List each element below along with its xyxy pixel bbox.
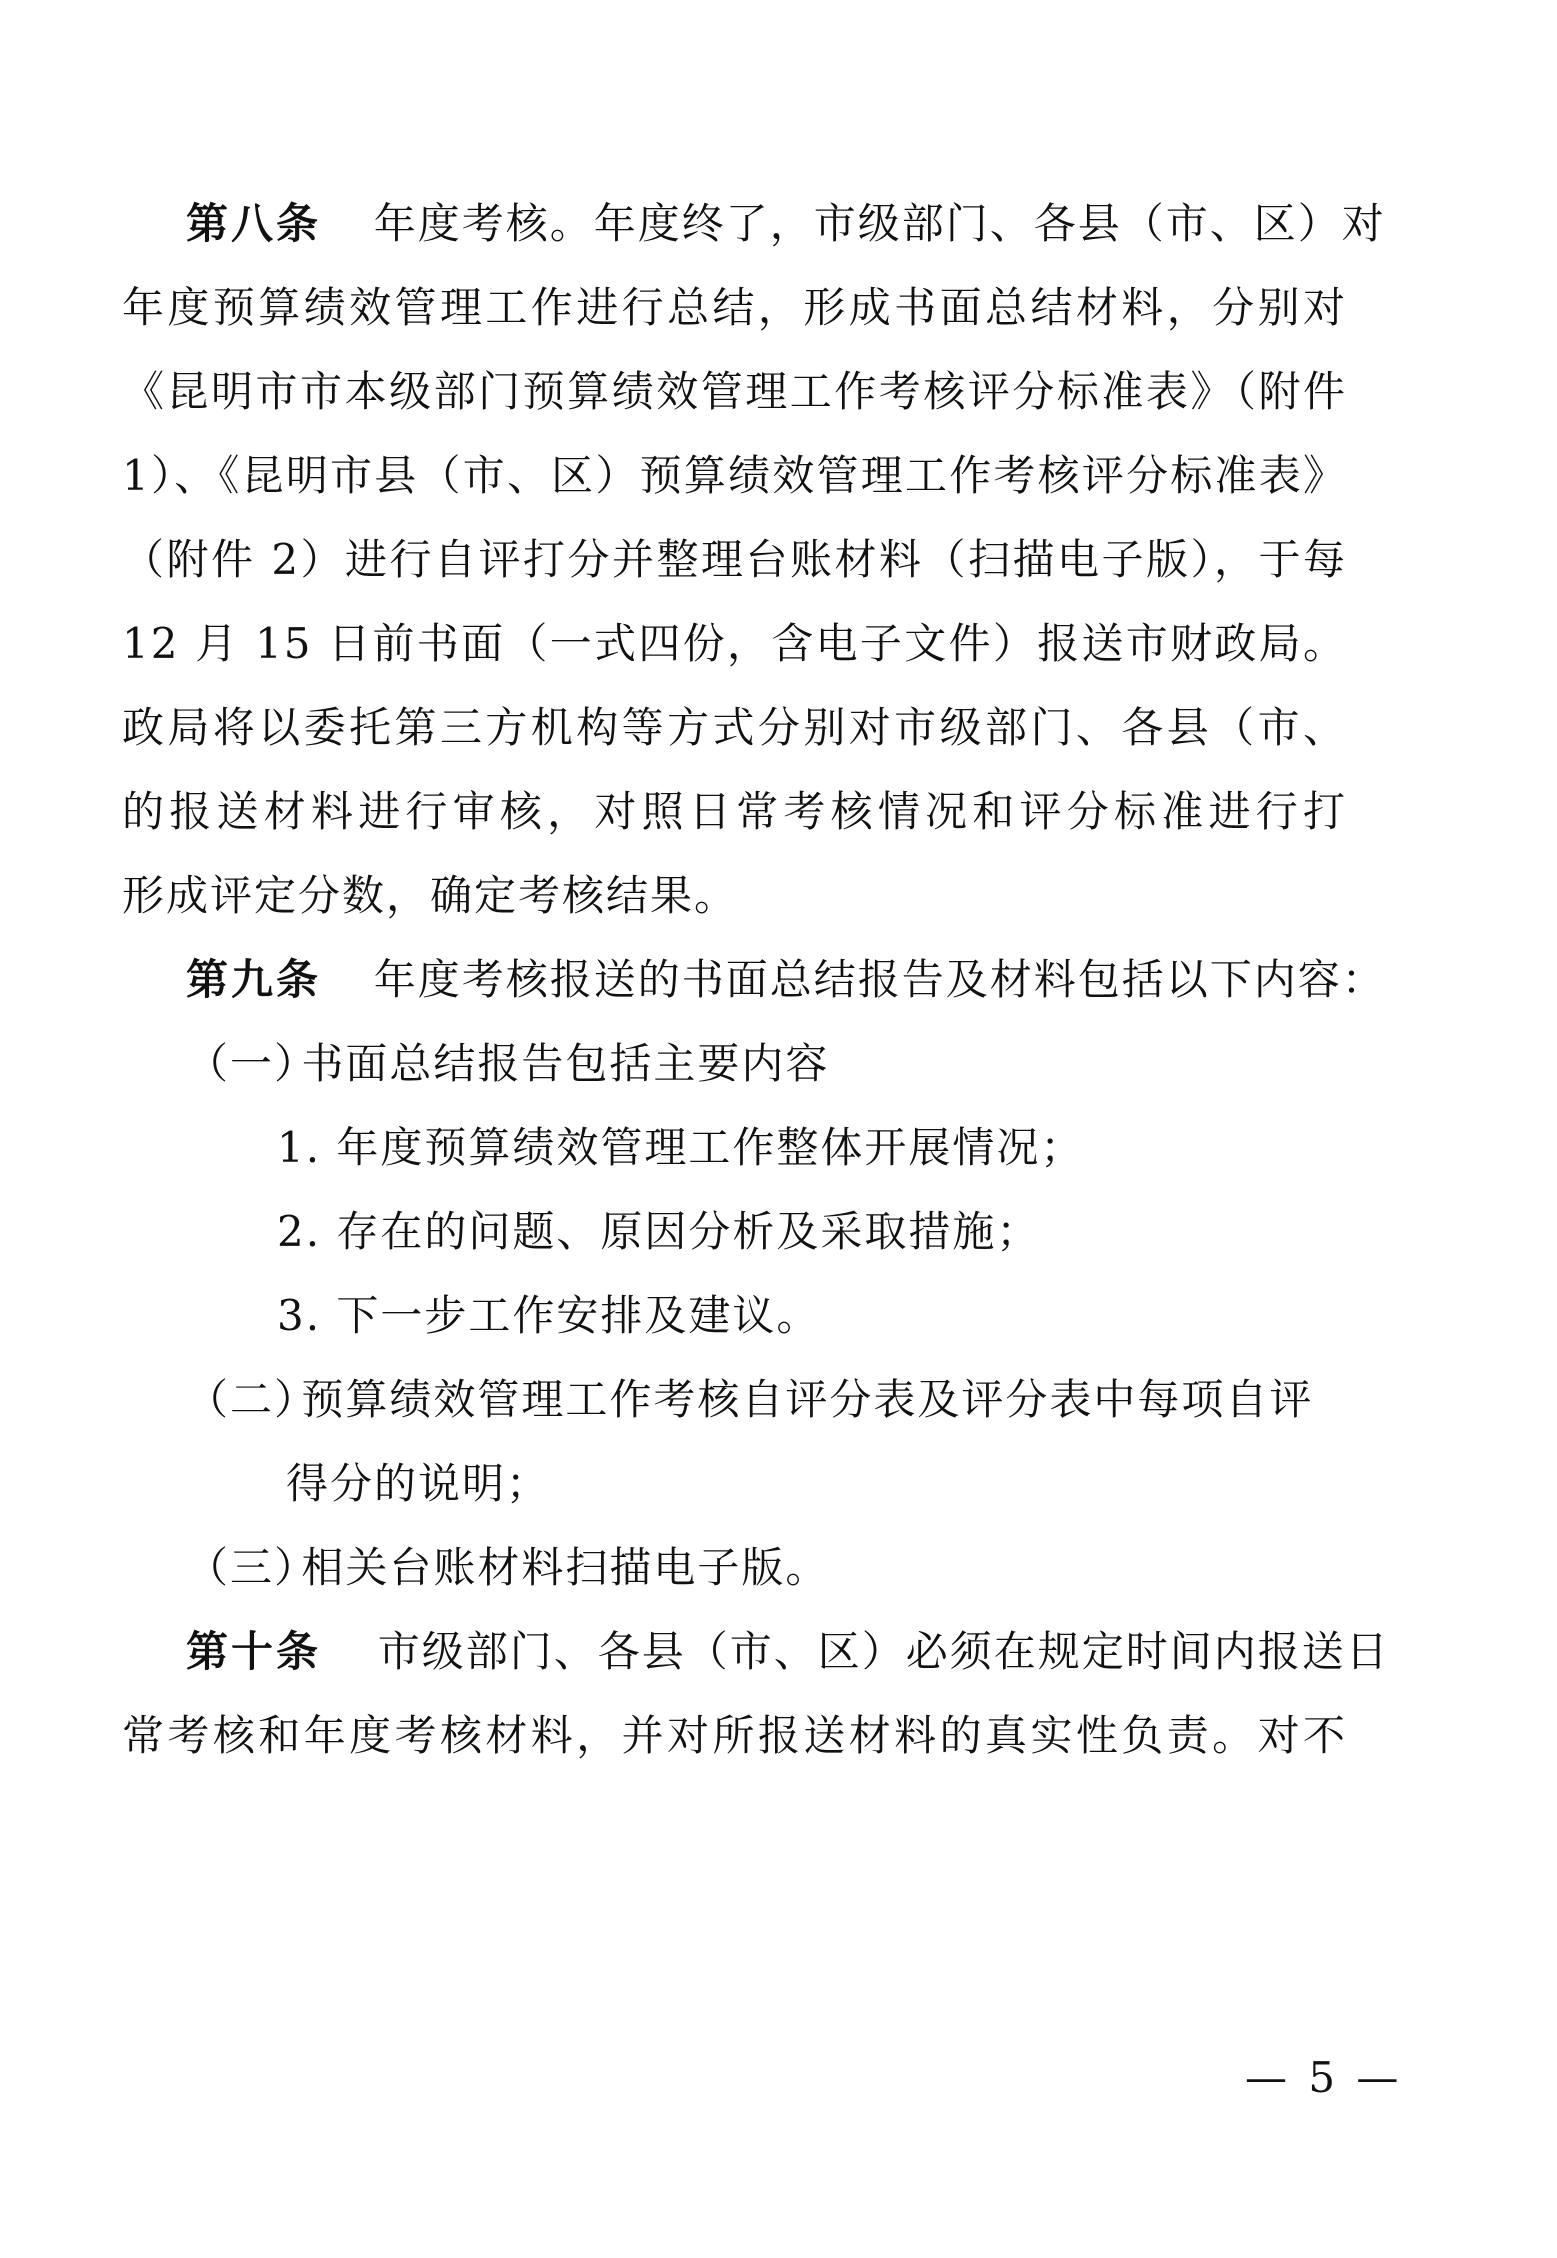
item-text: 相关台账材料扫描电子版。 [301, 1543, 830, 1592]
article-10-heading: 第十条 [186, 1627, 322, 1676]
item-label: （三） [186, 1543, 319, 1592]
article-8-line-6: 12 月 15 日前书面（一式四份，含电子文件）报送市财政局。 [122, 619, 1347, 668]
article-8-line-5: （附件 2）进行自评打分并整理台账材料（扫描电子版），于每 [122, 535, 1347, 584]
article-9-item-1 [186, 1036, 829, 1092]
item-text: 预算绩效管理工作考核自评分表及评分表中每项自评 [301, 1375, 1314, 1424]
item-text: 书面总结报告包括主要内容 [301, 1039, 830, 1088]
article-9-item-2 [186, 1372, 1313, 1428]
article-9-subitem-3: 3. 下一步工作安排及建议。 [277, 1291, 821, 1340]
article-9-item-2-continuation: 得分的说明； [286, 1459, 551, 1508]
article-9-heading: 第九条 [186, 955, 322, 1004]
article-8-text: 年度考核。年度终了，市级部门、各县（市、区）对 [373, 199, 1386, 248]
article-8-heading: 第八条 [186, 199, 322, 248]
article-9-line-1 [186, 952, 1386, 1008]
article-8-line-8: 的报送材料进行审核，对照日常考核情况和评分标准进行打 [122, 787, 1347, 836]
article-10-line-2: 常考核和年度考核材料，并对所报送材料的真实性负责。对不 [122, 1711, 1347, 1760]
article-8-line-2: 年度预算绩效管理工作进行总结，形成书面总结材料，分别对 [122, 283, 1347, 332]
article-8-line-4: 1）、《昆明市县（市、区）预算绩效管理工作考核评分标准表》 [122, 451, 1347, 500]
article-8-line-1 [186, 196, 1386, 252]
article-10-line-1 [186, 1624, 1390, 1680]
item-label: （二） [186, 1375, 319, 1424]
item-label: （一） [186, 1039, 319, 1088]
article-8-line-7: 政局将以委托第三方机构等方式分别对市级部门、各县（市、 [122, 703, 1347, 752]
article-8-line-3: 《昆明市市本级部门预算绩效管理工作考核评分标准表》（附件 [122, 367, 1347, 416]
article-9-subitem-2: 2. 存在的问题、原因分析及采取措施； [277, 1207, 1041, 1256]
page-number: — 5 — [1245, 2053, 1403, 2102]
article-8-line-9: 形成评定分数，确定考核结果。 [122, 871, 739, 920]
article-9-item-3 [186, 1540, 829, 1596]
article-9-intro: 年度考核报送的书面总结报告及材料包括以下内容： [373, 955, 1386, 1004]
article-10-text: 市级部门、各县（市、区）必须在规定时间内报送日 [377, 1627, 1390, 1676]
article-9-subitem-1: 1. 年度预算绩效管理工作整体开展情况； [277, 1123, 1085, 1172]
